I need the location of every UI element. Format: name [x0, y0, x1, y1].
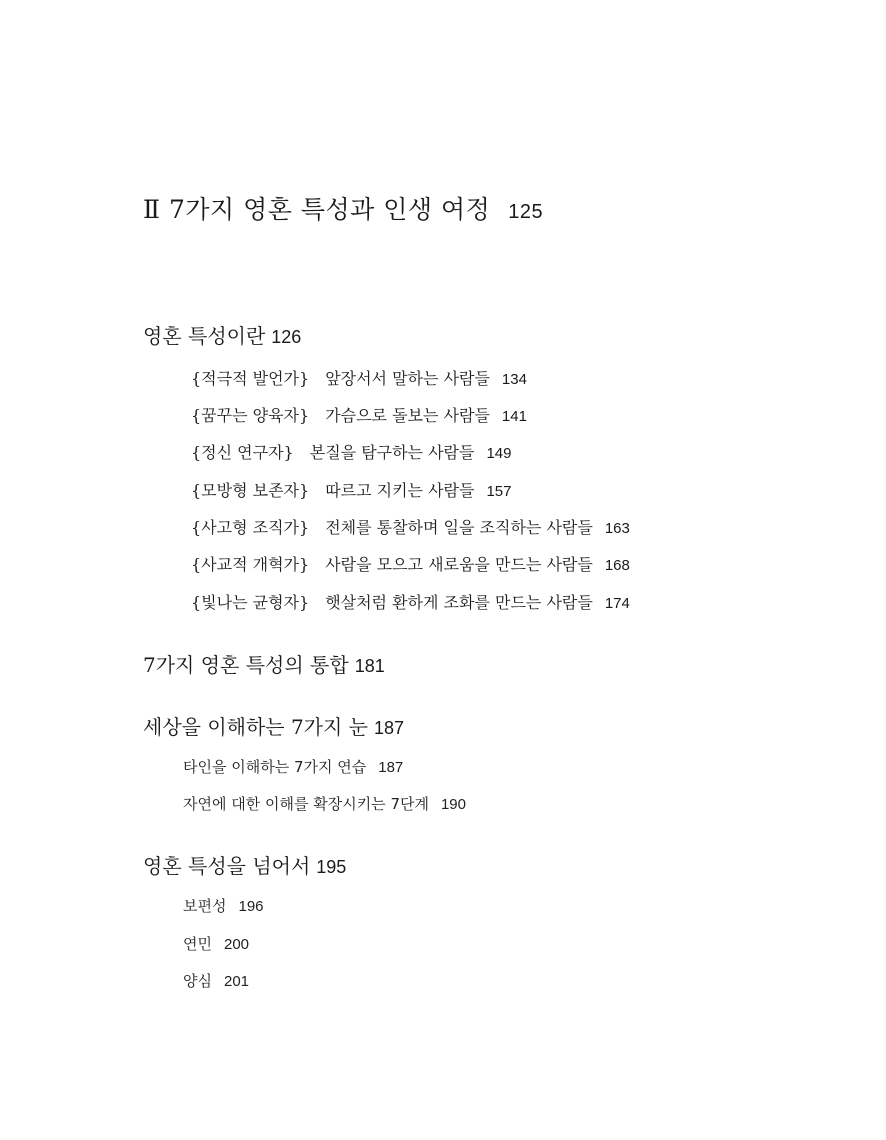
toc-entry: [191, 366, 527, 389]
toc-entry: [191, 478, 512, 501]
toc-entry: [191, 590, 630, 613]
entry-description: 사람을 모으고 새로움을 만드는 사람들: [325, 555, 593, 574]
entry-page-number: 174: [604, 595, 630, 612]
section-title: 7가지 영혼 특성의 통합: [143, 653, 349, 677]
toc-subentry: [183, 970, 249, 991]
section-page-number: 181: [354, 656, 385, 676]
entry-page-number: 168: [604, 557, 630, 574]
toc-subentry: [183, 933, 249, 954]
subentry-page-number: 190: [440, 796, 466, 813]
soul-type-label: {모방형 보존자}: [191, 481, 310, 500]
entry-description: 본질을 탐구하는 사람들: [309, 443, 475, 462]
subentry-title: 타인을 이해하는 7가지 연습: [183, 758, 367, 776]
subentry-page-number: 187: [378, 759, 404, 776]
section-page-number: 195: [316, 857, 347, 877]
soul-type-label: {빛나는 균형자}: [191, 593, 310, 612]
entry-description: 햇살처럼 환하게 조화를 만드는 사람들: [325, 593, 593, 612]
entry-description: 전체를 통찰하며 일을 조직하는 사람들: [325, 518, 593, 537]
part-page-number: 125: [508, 201, 544, 223]
soul-type-label: {꿈꾸는 양육자}: [191, 406, 310, 425]
entry-description: 따르고 지키는 사람들: [325, 481, 475, 500]
subentry-title: 보편성: [183, 897, 227, 915]
soul-type-label: {적극적 발언가}: [191, 369, 310, 388]
part-heading: [143, 190, 543, 226]
entry-page-number: 134: [501, 371, 527, 388]
section-heading: [143, 649, 385, 678]
section-heading: [143, 850, 346, 879]
section-heading: [143, 711, 404, 740]
entry-description: 가슴으로 돌보는 사람들: [325, 406, 490, 425]
section-title: 영혼 특성을 넘어서: [143, 854, 311, 878]
toc-entry: [191, 403, 527, 426]
soul-type-label: {사고형 조직가}: [191, 518, 310, 537]
subentry-title: 자연에 대한 이해를 확장시키는 7단계: [183, 795, 429, 813]
soul-type-label: {사교적 개혁가}: [191, 555, 310, 574]
section-page-number: 126: [271, 327, 302, 347]
entry-page-number: 163: [604, 520, 630, 537]
subentry-page-number: 201: [223, 973, 250, 990]
section-page-number: 187: [374, 718, 405, 738]
subentry-title: 양심: [183, 972, 212, 990]
subentry-page-number: 196: [238, 898, 264, 915]
toc-subentry: [183, 793, 466, 814]
entry-page-number: 157: [486, 483, 512, 500]
toc-subentry: [183, 895, 264, 916]
toc-entry: [191, 440, 512, 463]
subentry-title: 연민: [183, 935, 212, 953]
entry-page-number: 149: [486, 445, 512, 462]
toc-entry: [191, 515, 630, 538]
section-heading: [143, 320, 301, 349]
entry-page-number: 141: [501, 408, 527, 425]
part-title: Ⅱ 7가지 영혼 특성과 인생 여정: [143, 195, 491, 224]
soul-type-label: {정신 연구자}: [191, 443, 294, 462]
entry-description: 앞장서서 말하는 사람들: [325, 369, 490, 388]
toc-entry: [191, 552, 630, 575]
section-title: 세상을 이해하는 7가지 눈: [143, 715, 368, 739]
section-title: 영혼 특성이란: [143, 324, 266, 348]
subentry-page-number: 200: [223, 936, 250, 953]
toc-subentry: [183, 756, 403, 777]
